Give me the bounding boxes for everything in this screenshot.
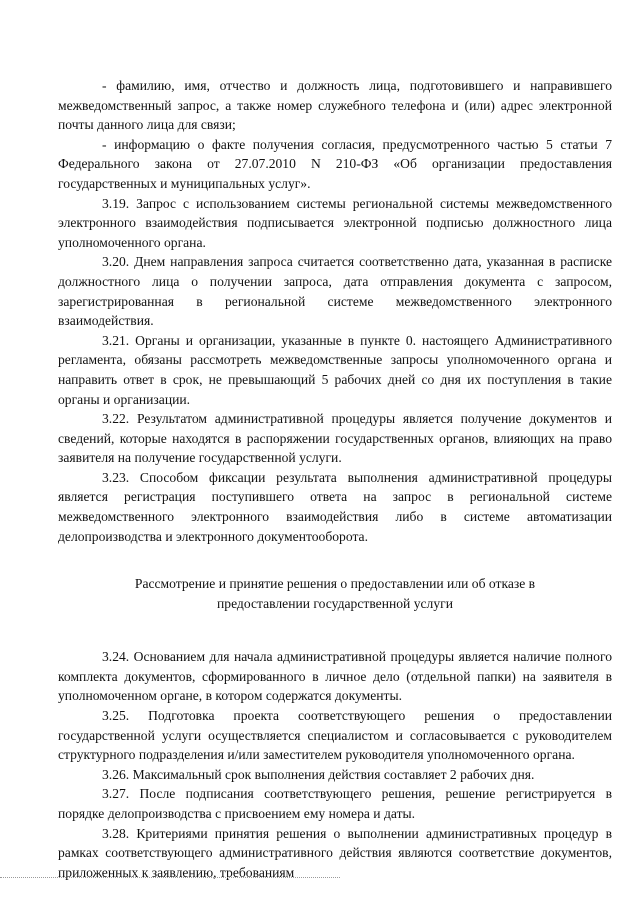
paragraph-3-22: 3.22. Результатом административной процедуры является получение документов и сведений, которые находятся в распоряжении государственных органов, влияющих на право заявителя на получение государственной услуги. (58, 411, 612, 466)
paragraph-3-27: 3.27. После подписания соответствующего решения, решение регистрируется в порядке делопроизводства с присвоением ему номера и даты. (58, 786, 612, 821)
paragraph-3-26: 3.26. Максимальный срок выполнения действия составляет 2 рабочих дня. (102, 766, 535, 782)
paragraph-3-25: 3.25. Подготовка проекта соответствующего решения о предоставлении государственной услуги осуществляется специалистом и согласовывается с руководителем структурного подразделения и/или заместителем руководителя уполномоченного органа. (58, 708, 612, 763)
paragraph-3-19: 3.19. Запрос с использованием системы региональной системы межведомственного электронного взаимодействия подписывается электронной подписью должностного лица уполномоченного органа. (58, 195, 612, 250)
section-heading: Рассмотрение и принятие решения о предоставлении или об отказе в предоставлении государственной услуги (134, 576, 536, 612)
paragraph-requester-details: - фамилию, имя, отчество и должность лица, подготовившего и направившего межведомственный запрос, а также номер служебного телефона и (или) адрес электронной почты данного лица для связи; (58, 78, 612, 133)
document-page (58, 76, 612, 882)
paragraph-3-21: 3.21. Органы и организации, указанные в пункте 0. настоящего Административного регламента, обязаны рассмотреть межведомственные запросы уполномоченного органа и направить ответ в срок, не превышающий 5 рабочих дней со дня их поступления в такие органы и организации. (58, 332, 612, 407)
paragraph-3-23: 3.23. Способом фиксации результата выполнения административной процедуры является регистрация поступившего ответа на запрос в региональной системе межведомственного электронного взаимодействия либо в системе автоматизации делопроизводства и электронного документооборота. (58, 469, 612, 544)
paragraph-3-20: 3.20. Днем направления запроса считается соответственно дата, указанная в расписке должностного лица о получении запроса, дата отправления документа с запросом, зарегистрированная в региональной системе межведомственного электронного взаимодействия. (58, 254, 612, 329)
paragraph-3-28: 3.28. Критериями принятия решения о выполнении административных процедур в рамках соответствующего административного действия являются соответствие документов, приложенных к заявлению, требованиям (58, 825, 612, 880)
paragraph-3-24: 3.24. Основанием для начала административной процедуры является наличие полного комплекта документов, сформированного в личное дело (отдельной папки) на заявителя в уполномоченном органе, в котором содержатся документы. (58, 649, 612, 704)
paragraph-consent-info: - информацию о факте получения согласия, предусмотренного частью 5 статьи 7 Федерального закона от 27.07.2010 N 210-ФЗ «Об организации предоставления государственных и муниципальных услуг». (58, 136, 612, 191)
page-bottom-divider (0, 877, 340, 878)
